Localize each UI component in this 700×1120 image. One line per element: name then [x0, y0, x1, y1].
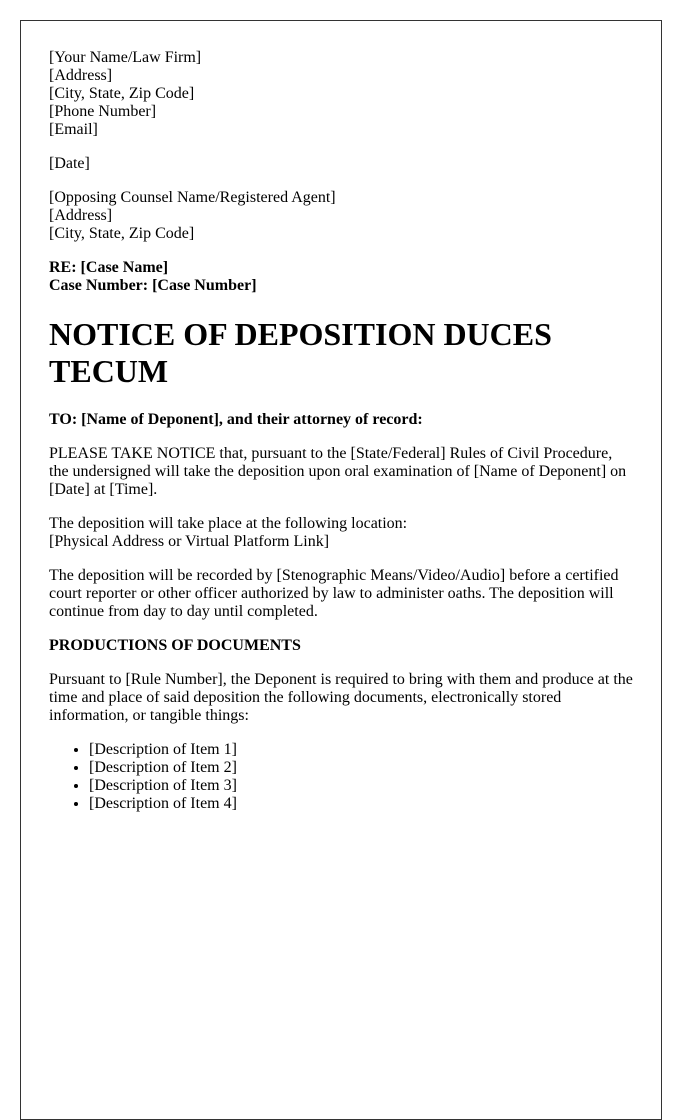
to-line: TO: [Name of Deponent], and their attorney of record: — [49, 411, 423, 428]
document-viewport — [20, 20, 662, 812]
recording-paragraph: The deposition will be recorded by [Stenographic Means/Video/Audio] before a certified court reporter or other officer authorized by law to administer oaths. The deposition will continue from day to day until completed. — [49, 567, 619, 620]
recipient-address: [Address] — [49, 207, 113, 224]
re-case-number: Case Number: [Case Number] — [49, 277, 257, 294]
list-item: • [Description of Item 3] — [89, 777, 633, 795]
list-item: • [Description of Item 1] — [89, 741, 633, 759]
list-item: • [Description of Item 2] — [89, 759, 633, 777]
recipient-name: [Opposing Counsel Name/Registered Agent] — [49, 189, 336, 206]
sender-email: [Email] — [49, 121, 98, 138]
notice-paragraph: PLEASE TAKE NOTICE that, pursuant to the [State/Federal] Rules of Civil Procedure, the undersigned will take the deposition upon oral examination of [Name of Deponent] on [Date] at [Time]. — [49, 445, 627, 498]
sender-phone: [Phone Number] — [49, 103, 157, 120]
document-title: NOTICE OF DEPOSITION DUCES TECUM — [49, 316, 552, 389]
productions-item-list — [49, 741, 633, 813]
re-block — [49, 259, 633, 295]
recipient-city-state-zip: [City, State, Zip Code] — [49, 225, 195, 242]
re-case-name: RE: [Case Name] — [49, 259, 169, 276]
document-page — [20, 20, 662, 1120]
sender-city-state-zip: [City, State, Zip Code] — [49, 85, 195, 102]
letter-date: [Date] — [49, 155, 90, 172]
sender-address-block — [49, 49, 633, 139]
location-value: [Physical Address or Virtual Platform Link] — [49, 533, 330, 550]
location-intro: The deposition will take place at the following location: — [49, 515, 408, 532]
sender-name: [Your Name/Law Firm] — [49, 49, 202, 66]
location-paragraph — [49, 515, 633, 551]
sender-address: [Address] — [49, 67, 113, 84]
date-block — [49, 155, 633, 173]
productions-intro: Pursuant to [Rule Number], the Deponent is required to bring with them and produce at the time and place of said deposition the following documents, electronically stored information, or tangible things: — [49, 671, 633, 724]
productions-heading: PRODUCTIONS OF DOCUMENTS — [49, 637, 301, 654]
list-item: • [Description of Item 4] — [89, 795, 633, 813]
recipient-address-block — [49, 189, 633, 243]
